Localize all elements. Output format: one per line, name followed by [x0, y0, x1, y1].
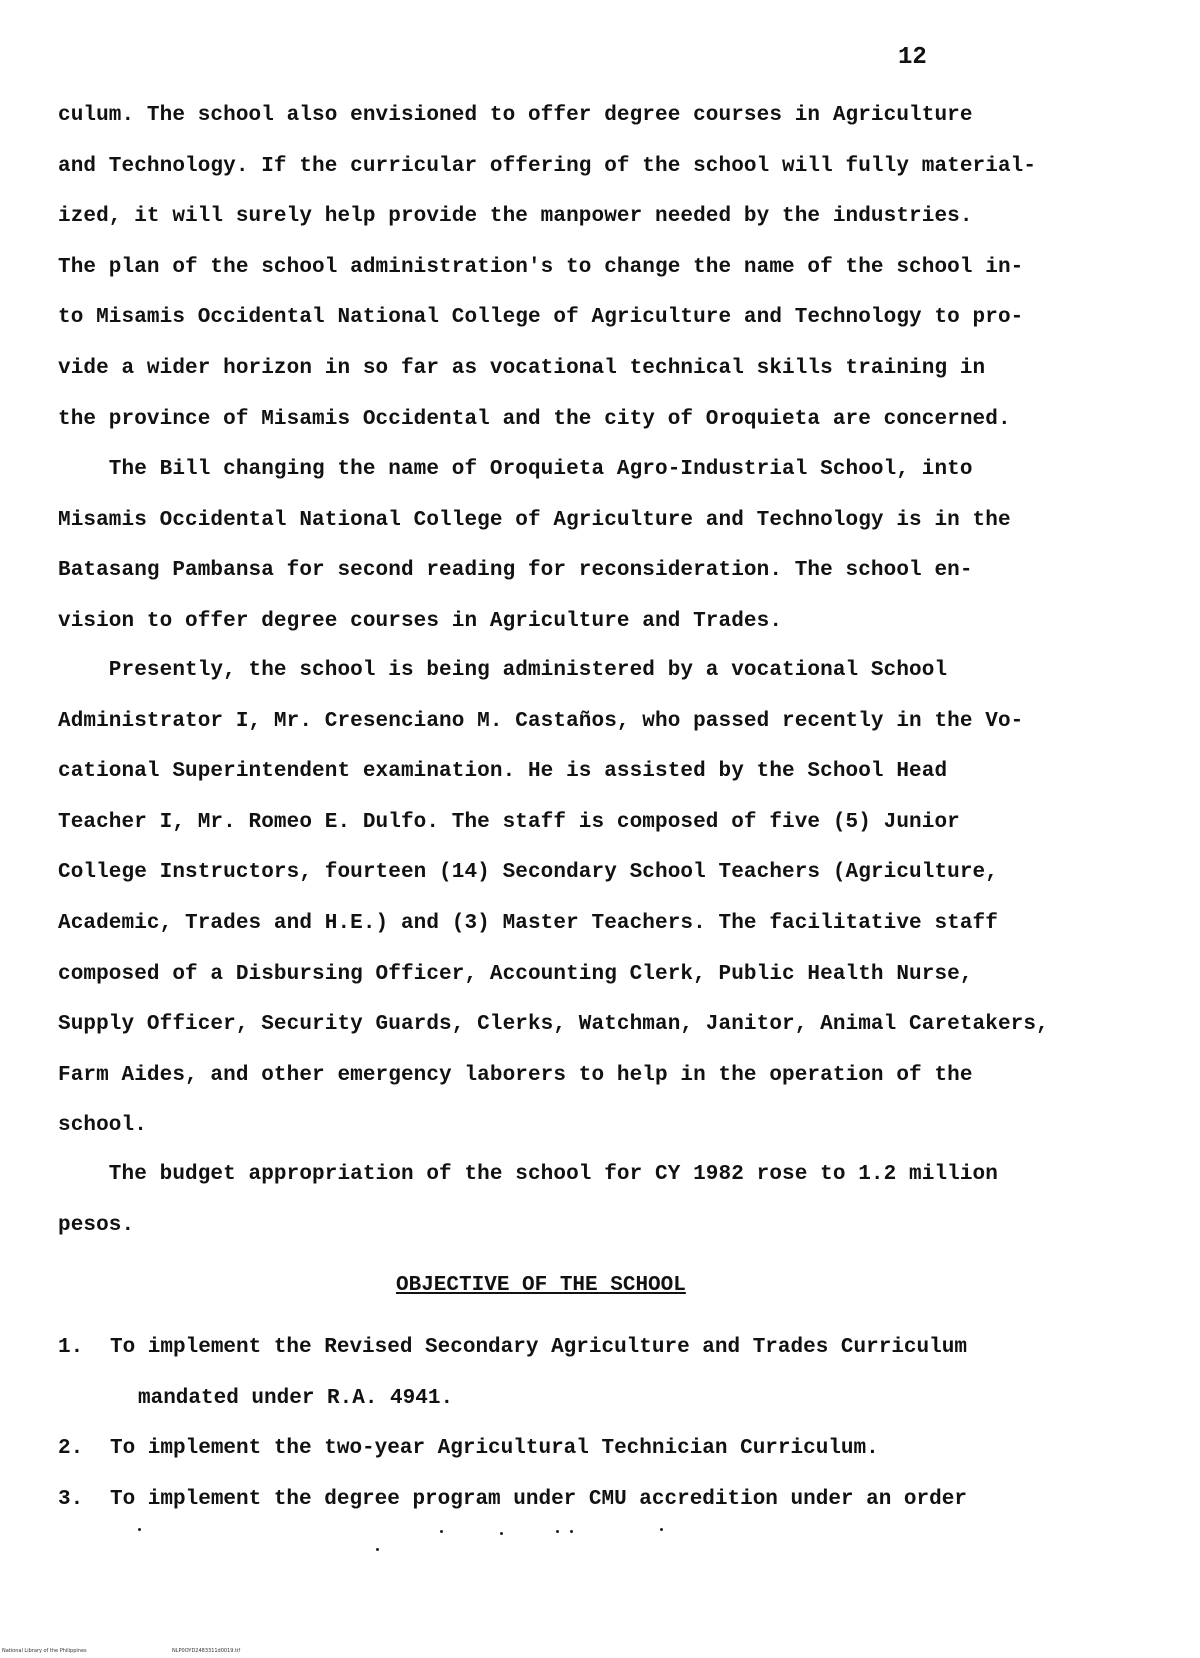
page-number: 12 — [898, 44, 927, 71]
paragraph-line: pesos. — [58, 1213, 135, 1237]
paragraph-line: Presently, the school is being administered by a vocational School — [58, 659, 948, 682]
paragraph-line: Academic, Trades and H.E.) and (3) Master Teachers. The facilitative staff — [58, 911, 998, 935]
paragraph-line: school. — [58, 1114, 147, 1138]
paragraph-line: Farm Aides, and other emergency laborers to help in the operation of the — [58, 1063, 973, 1087]
objective-number: 2. — [58, 1437, 84, 1461]
scan-speck — [500, 1532, 503, 1535]
paragraph-line: Batasang Pambansa for second reading for reconsideration. The school en- — [58, 559, 973, 583]
paragraph-line: vide a wider horizon in so far as vocational technical skills training in — [58, 356, 986, 380]
objective-item — [58, 1323, 1058, 1424]
paragraph-line: the province of Misamis Occidental and the city of Oroquieta are concerned. — [58, 407, 1011, 431]
paragraph-1 — [58, 91, 1058, 445]
section-heading: OBJECTIVE OF THE SCHOOL — [396, 1274, 686, 1297]
paragraph-line: ized, it will surely help provide the manpower needed by the industries. — [58, 205, 973, 229]
paragraph-4 — [58, 1150, 1058, 1251]
objective-number: 1. — [58, 1336, 84, 1359]
paragraph-line: The Bill changing the name of Oroquieta Agro-Industrial School, into — [58, 458, 973, 481]
scan-speck — [376, 1548, 379, 1551]
paragraph-line: Administrator I, Mr. Cresenciano M. Castaños, who passed recently in the Vo- — [58, 709, 1024, 733]
paragraph-line: College Instructors, fourteen (14) Secondary School Teachers (Agriculture, — [58, 861, 998, 885]
paragraph-line: Supply Officer, Security Guards, Clerks, Watchman, Janitor, Animal Caretakers, — [58, 1013, 1049, 1037]
scan-speck — [570, 1530, 573, 1533]
objective-number: 3. — [58, 1487, 84, 1511]
objective-item — [58, 1424, 1058, 1475]
paragraph-line: cational Superintendent examination. He is assisted by the School Head — [58, 760, 948, 784]
objective-line: To implement the two-year Agricultural Technician Curriculum. — [110, 1437, 879, 1461]
objective-line: mandated under R.A. 4941. — [138, 1386, 454, 1410]
paragraph-line: composed of a Disbursing Officer, Accounting Clerk, Public Health Nurse, — [58, 962, 973, 986]
paragraph-line: vision to offer degree courses in Agriculture and Trades. — [58, 609, 783, 633]
objectives-list — [58, 1323, 1058, 1525]
scan-speck — [556, 1530, 559, 1533]
paragraph-line: and Technology. If the curricular offering of the school will fully material- — [58, 154, 1037, 178]
objective-item — [58, 1475, 1058, 1526]
paragraph-line: to Misamis Occidental National College of Agriculture and Technology to pro- — [58, 306, 1024, 330]
scan-speck — [660, 1528, 663, 1531]
paragraph-line: culum. The school also envisioned to offer degree courses in Agriculture — [58, 104, 973, 127]
paragraph-line: The budget appropriation of the school for CY 1982 rose to 1.2 million — [58, 1163, 998, 1186]
paragraph-3 — [58, 646, 1058, 1152]
paragraph-line: The plan of the school administration's to change the name of the school in- — [58, 255, 1024, 279]
objective-line: To implement the degree program under CMU accredition under an order — [110, 1487, 967, 1511]
objective-line: To implement the Revised Secondary Agriculture and Trades Curriculum — [110, 1336, 967, 1359]
scan-speck — [440, 1530, 443, 1533]
scan-speck — [138, 1528, 141, 1531]
file-code: NLP0OYD2483311d0019.tif — [172, 1648, 241, 1654]
paragraph-line: Teacher I, Mr. Romeo E. Dulfo. The staff is composed of five (5) Junior — [58, 810, 960, 834]
archive-label: National Library of the Philippines — [2, 1648, 87, 1654]
paragraph-line: Misamis Occidental National College of Agriculture and Technology is in the — [58, 508, 1011, 532]
paragraph-2 — [58, 445, 1058, 647]
